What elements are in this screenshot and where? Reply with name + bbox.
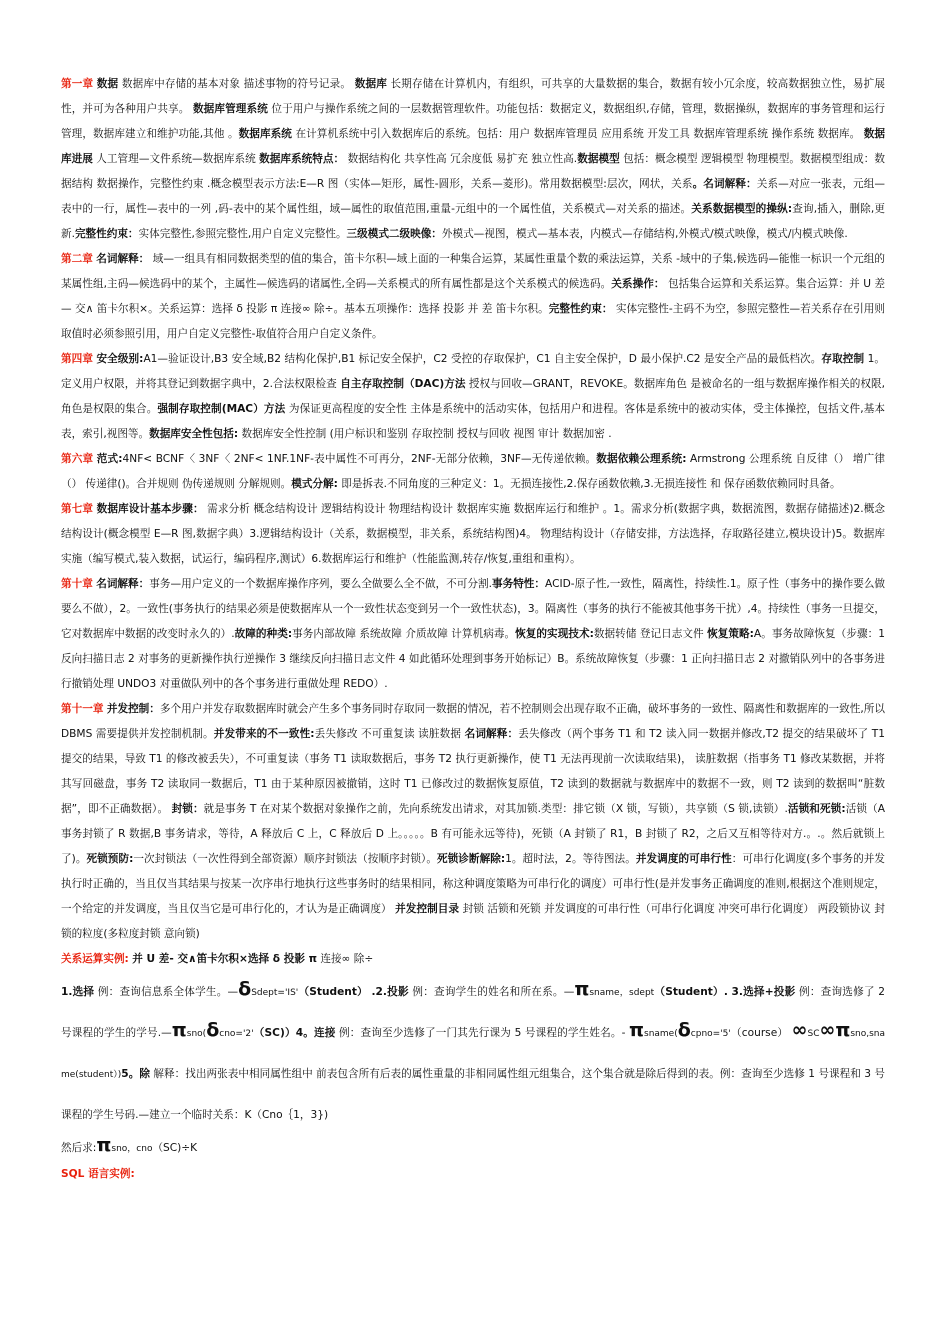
relational-examples-block [61, 972, 885, 1135]
text: 4NF< BCNF〈 3NF〈 2NF< 1NF.1NF-表中属性不可再分，2NF-无部分依赖，3NF—无传递依赖。 [122, 453, 597, 465]
chapter-1-paragraph [61, 72, 885, 247]
term: 并发控制： [106, 703, 160, 715]
term: 关系数据模型的操纵: [691, 203, 793, 215]
pi-symbol: π [835, 1019, 851, 1041]
chapter-2-paragraph [61, 247, 885, 347]
join-example: 例：查询至少选修了一门其先行课为 5 号课程的学生姓名。- [339, 1027, 626, 1039]
term: 自主存取控制（DAC)方法 [340, 378, 466, 390]
select-project-attrs: sno( [186, 1029, 207, 1039]
join-relation: （course） [730, 1027, 789, 1039]
project-example: 例：查询学生的姓名和所在系。— [412, 986, 575, 998]
pi-symbol: π [171, 1019, 187, 1041]
text: 包括：概念模型 逻辑模型 物理模型。数据模型组成：数据结构 数据操作，完整性约束 .概念模型表示方法:E—R 图（实体—矩形，属性-圆形，关系—菱形)。常用数据模型:层次，网状，关系 [61, 153, 886, 190]
term: 名词解释： [96, 253, 150, 265]
text: 1。定义用户权限，并将其登记到数据字典中，2.合法权限检查 [61, 353, 885, 390]
relational-examples-heading: 关系运算实例: [61, 953, 129, 965]
text: 为保证更高程度的安全性 主体是系统中的活动实体，包括用户和进程。客体是系统中的被动实体，受主体操控，包括文件,基本表，索引,视图等。 [61, 403, 886, 440]
text: 关系—对应一张表，元组—表中的一行，属性—表中的一列 ,码-表中的某个属性组，域—属性的取值范围,重量-元组中的一个属性值，关系模式—对关系的描述。 [61, 178, 886, 215]
text: 一次封锁法（一次性得到全部资源）顺序封锁法（按顺序封锁）。 [133, 853, 437, 865]
term: 完整性约束： [74, 228, 139, 240]
term: 范式: [96, 453, 123, 465]
term: 封锁： [171, 803, 204, 815]
term: 事务特性： [491, 578, 546, 590]
division-result-line [61, 1135, 885, 1162]
join-symbol: ∞ [791, 1019, 808, 1041]
term: 名词解释： [464, 728, 519, 740]
operator-list: 并 U 差- 交∧笛卡尔积×选择 δ 投影 π [132, 953, 317, 965]
term: 恢复的实现技术: [515, 628, 594, 640]
operator-list-rest: 连接∞ 除÷ [320, 953, 374, 965]
text: 位于用户与操作系统之间的一层数据管理软件。功能包括：数据定义，数据组织,存储，管理，数据操纵，数据库的事务管理和运行管理，数据库建立和维护功能,其他 。 [61, 103, 886, 140]
chapter-11-heading: 第十一章 [61, 703, 104, 715]
text: 数据库安全性控制 (用户标识和鉴别 存取控制 授权与回收 视图 审计 数据加密 . [241, 428, 612, 440]
relational-ops-line [61, 947, 885, 972]
chapter-11-paragraph [61, 697, 885, 947]
chapter-6-paragraph [61, 447, 885, 497]
term: 名词解释： [96, 578, 150, 590]
term: 数据库 [354, 78, 387, 90]
join-sc: SC [807, 1029, 820, 1039]
text: 长期存储在计算机内，有组织，可共享的大量数据的集合，数据有较小冗余度，较高数据独立性，易扩展性，并可为各种用户共享。 [61, 78, 885, 115]
term: 数据库进展 [61, 128, 886, 165]
term: 数据库安全性包括: [149, 428, 239, 440]
text: 封锁 活锁和死锁 并发调度的可串行性（可串行化调度 冲突可串行化调度） 两段锁协议 封锁的粒度(多粒度封锁 意向锁) [61, 903, 886, 940]
term: 三级模式二级映像： [346, 228, 442, 240]
text: 活锁（A 事务封锁了 R 数据,B 事务请求，等待，A 释放后 C 上，C 释放后 D 上。。。。。B 有可能永远等待)，死锁（A 封锁了 R1，B 封锁了 R2，之后又互相等待对方.。.。然后就锁上了)。 [61, 803, 886, 865]
text: 事务内部故障 系统故障 介质故障 计算机病毒。 [292, 628, 516, 640]
term: 安全级别: [96, 353, 144, 365]
join-projection: sno,sname(student）) [61, 1029, 886, 1080]
text: 就是事务 T 在对某个数据对象操作之前，先向系统发出请求，对其加锁.类型：排它锁（X 锁，写锁），共享锁（S 锁,读锁）. [203, 803, 788, 815]
text: 数据转储 登记日志文件 [593, 628, 704, 640]
join-heading: 4。连接 [295, 1027, 336, 1039]
text: ：可串行化调度(多个事务的并发执行时正确的，当且仅当其结果与按某一次序串行地执行这些事务时的结果相同，称这种调度策略为可串行化的调度）可串行性(是并发事务正确调度的准则,根据这个准则规定，一个给定的并发调度，当且仅当它是可串行化的，才认为是正确调度） [61, 853, 885, 915]
text: 在计算机系统中引入数据库后的系统。包括：用户 数据库管理员 应用系统 开发工具 数据库管理系统 操作系统 数据库。 [295, 128, 861, 140]
sql-heading-line [61, 1162, 885, 1187]
delta-symbol: δ [677, 1019, 691, 1041]
text: 数据结构化 共享性高 冗余度低 易扩充 独立性高. [347, 153, 578, 165]
text: 查询,插入，删除,更新. [61, 203, 885, 240]
term: 数据库系统 [238, 128, 292, 140]
text: 数据库中存储的基本对象 描述事物的符号记录。 [121, 78, 352, 90]
term: 数据库管理系统 [192, 103, 268, 115]
delta-symbol: δ [206, 1019, 220, 1041]
text: 需求分析 概念结构设计 逻辑结构设计 物理结构设计 数据库实施 数据库运行和维护 。1。需求分析(数据字典，数据流图，数据存储描述)2.概念结构设计(概念模型 E—R 图,数据字典）3.逻辑结构设计（关系，数据模型，非关系，系统结构图)4。 物理结构设计（存储安排，方法选择，存取路径建立,模块设计)5。数据库实施（编写模式,装入数据，试运行，编码程序,测试）6.数据库运行和维护（性能监测,转存/恢复,重组和重构）。 [61, 503, 885, 565]
division-then: 然后求: [61, 1142, 97, 1154]
term: 并发调度的可串行性 [635, 853, 732, 865]
select-example: 例：查询信息系全体学生。— [97, 986, 239, 998]
division-heading: 5。除 [121, 1068, 150, 1080]
join-condition: cpno='5' [690, 1029, 731, 1039]
term: 死锁预防: [86, 853, 134, 865]
pi-symbol: π [628, 1019, 644, 1041]
text: 1。超时法，2。等待图法。 [505, 853, 636, 865]
text: 多个用户并发存取数据库时就会产生多个事务同时存取同一数据的情况，若不控制则会出现存取不正确，破坏事务的一致性、隔离性和数据库的一致性,所以 DBMS 需要提供并发控制机制。 [61, 703, 885, 740]
pi-symbol: π [574, 978, 590, 1000]
chapter-4-paragraph [61, 347, 885, 447]
text: 外模式—视图，模式—基本表，内模式—存储结构,外模式/模式映像，模式/内模式映像. [441, 228, 848, 240]
select-relation: （Student） [298, 986, 368, 998]
term: 完整性约束： [548, 303, 613, 315]
text: 人工管理—文件系统—数据库系统 [96, 153, 256, 165]
text: 事务—用户定义的一个数据库操作序列，要么全做要么全不做，不可分割. [149, 578, 492, 590]
division-attrs: sno，cno [111, 1144, 153, 1154]
select-project-example: 例：查询选修了 2 号课程的学生的学号.— [61, 986, 886, 1039]
chapter-10-heading: 第十章 [61, 578, 93, 590]
chapter-10-paragraph [61, 572, 885, 697]
chapter-7-heading: 第七章 [61, 503, 94, 515]
term: 数据模型 [577, 153, 620, 165]
term: 并发带来的不一致性: [213, 728, 315, 740]
pi-symbol: π [96, 1134, 112, 1156]
text: Armstrong 公理系统 自反律（） 增广律（） 传递律()。合并规则 伪传递规则 分解规则。 [61, 453, 885, 490]
chapter-6-heading: 第六章 [61, 453, 94, 465]
project-heading: .2.投影 [371, 986, 409, 998]
chapter-4-heading: 第四章 [61, 353, 94, 365]
sql-examples-heading: SQL 语言实例: [61, 1168, 135, 1180]
text: 丢失修改（两个事务 T1 和 T2 读入同一数据并修改,T2 提交的结果破坏了 T1 提交的结果，导致 T1 的修改被丢失），不可重复读（事务 T1 读取数据后，事务 T2 执行更新操作，使 T1 无法再现前一次读取结果)， 读脏数据（指事务 T1 修改某数据，并将其写回磁盘，事务 T2 读取同一数据后，T1 由于某种原因被撤销，这时 T1 已修改过的数据恢复原值，T2 读到的数据就与数据库中的数据不一致，则 T2 读到的数据叫“脏数据”，即不正确数据）。 [61, 728, 885, 815]
select-project-heading: 3.选择+投影 [731, 986, 796, 998]
text: 实体完整性-主码不为空，参照完整性—若关系存在引用则取值时必须参照引用，用户自定义完整性-取值符合用户自定义条件。 [61, 303, 885, 340]
term: 数据 [96, 78, 119, 90]
select-project-relation: （SC)） [253, 1027, 296, 1039]
term: 强制存取控制(MAC）方法 [157, 403, 286, 415]
chapter-1-heading: 第一章 [61, 78, 94, 90]
text: 包括集合运算和关系运算。集合运算：并 U 差— 交∧ 笛卡尔积×。关系运算：选择 δ 投影 π 连接∞ 除÷。基本五项操作：选择 投影 并 差 笛卡尔积。 [61, 278, 885, 315]
text: 即是拆表.不同角度的三种定义：1。无损连接性,2.保存函数依赖,3.无损连接性 和 保存函数依赖同时具备。 [341, 478, 841, 490]
term: 故障的种类: [234, 628, 293, 640]
term: 并发控制目录 [395, 903, 460, 915]
join-symbol: ∞ [819, 1019, 836, 1041]
project-relation: （Student）. [654, 986, 728, 998]
term: 数据依赖公理系统: [596, 453, 687, 465]
term: 存取控制 [821, 353, 865, 365]
delta-symbol: δ [238, 978, 252, 1000]
text: 域—一组具有相同数据类型的值的集合，笛卡尔积—域上面的一种集合运算，某属性重量个数的乘法运算，关系 -域中的子集,候选码—能惟一标识一个元组的某属性组,主码—候选码中的某个，主属性—候选码的诸属性,全码—关系模式的所有属性都是这个关系模式的候选码。 [61, 253, 885, 290]
select-project-condition: cno='2' [219, 1029, 254, 1039]
term: 。名词解释： [692, 178, 757, 190]
join-attrs: sname( [644, 1029, 678, 1039]
select-condition: Sdept='IS' [251, 988, 299, 998]
term: 数据库系统特点： [259, 153, 345, 165]
term: 活锁和死锁: [787, 803, 846, 815]
term: 模式分解: [291, 478, 338, 490]
chapter-2-heading: 第二章 [61, 253, 93, 265]
text: 丢失修改 不可重复读 读脏数据 [314, 728, 462, 740]
document-page [61, 72, 885, 1187]
text: ACID-原子性,一致性，隔离性，持续性.1。原子性（事务中的操作要么做要么不做），2。一致性(事务执行的结果必须是使数据库从一个一致性状态变到另一个一致性状态)，3。隔离性（事务的执行不能被其他事务干扰）,4。持续性（事务一旦提交，它对数据库中数据的改变时永久的）. [61, 578, 886, 640]
division-example: 解释：找出两张表中相同属性组中 前表包含所有后表的属性重量的非相同属性组元组集合，这个集合就是除后得到的表。例：查询至少选修 1 号课程和 3 号课程的学生号码.—建立一个临时关系：K（Cno｛1，3}) [61, 1068, 886, 1121]
text: A。事务故障恢复（步骤：1 反向扫描日志 2 对事务的更新操作执行逆操作 3 继续反向扫描日志文件 4 如此循环处理到事务开始标记）B。系统故障恢复（步骤：1 正向扫描日志 2 对撤销队列中的各事务进行撤销处理 UNDO3 对重做队列中的各个事务进行重做处理 REDO）. [61, 628, 885, 690]
term: 关系操作： [611, 278, 665, 290]
text: 授权与回收—GRANT，REVOKE。数据库角色 是被命名的一组与数据库操作相关的权限,角色是权限的集合。 [61, 378, 886, 415]
chapter-7-paragraph [61, 497, 885, 572]
project-attrs: sname，sdept [589, 988, 655, 998]
term: 数据库设计基本步骤： [96, 503, 204, 515]
text: 实体完整性,参照完整性,用户自定义完整性。 [138, 228, 347, 240]
select-heading: 1.选择 [61, 986, 95, 998]
term: 恢复策略: [707, 628, 754, 640]
text: A1—验证设计,B3 安全域,B2 结构化保护,B1 标记安全保护，C2 受控的存取保护，C1 自主安全保护，D 最小保护.C2 是安全产品的最低档次。 [143, 353, 822, 365]
division-relation: （SC)÷K [152, 1142, 198, 1154]
term: 死锁诊断解除: [436, 853, 506, 865]
